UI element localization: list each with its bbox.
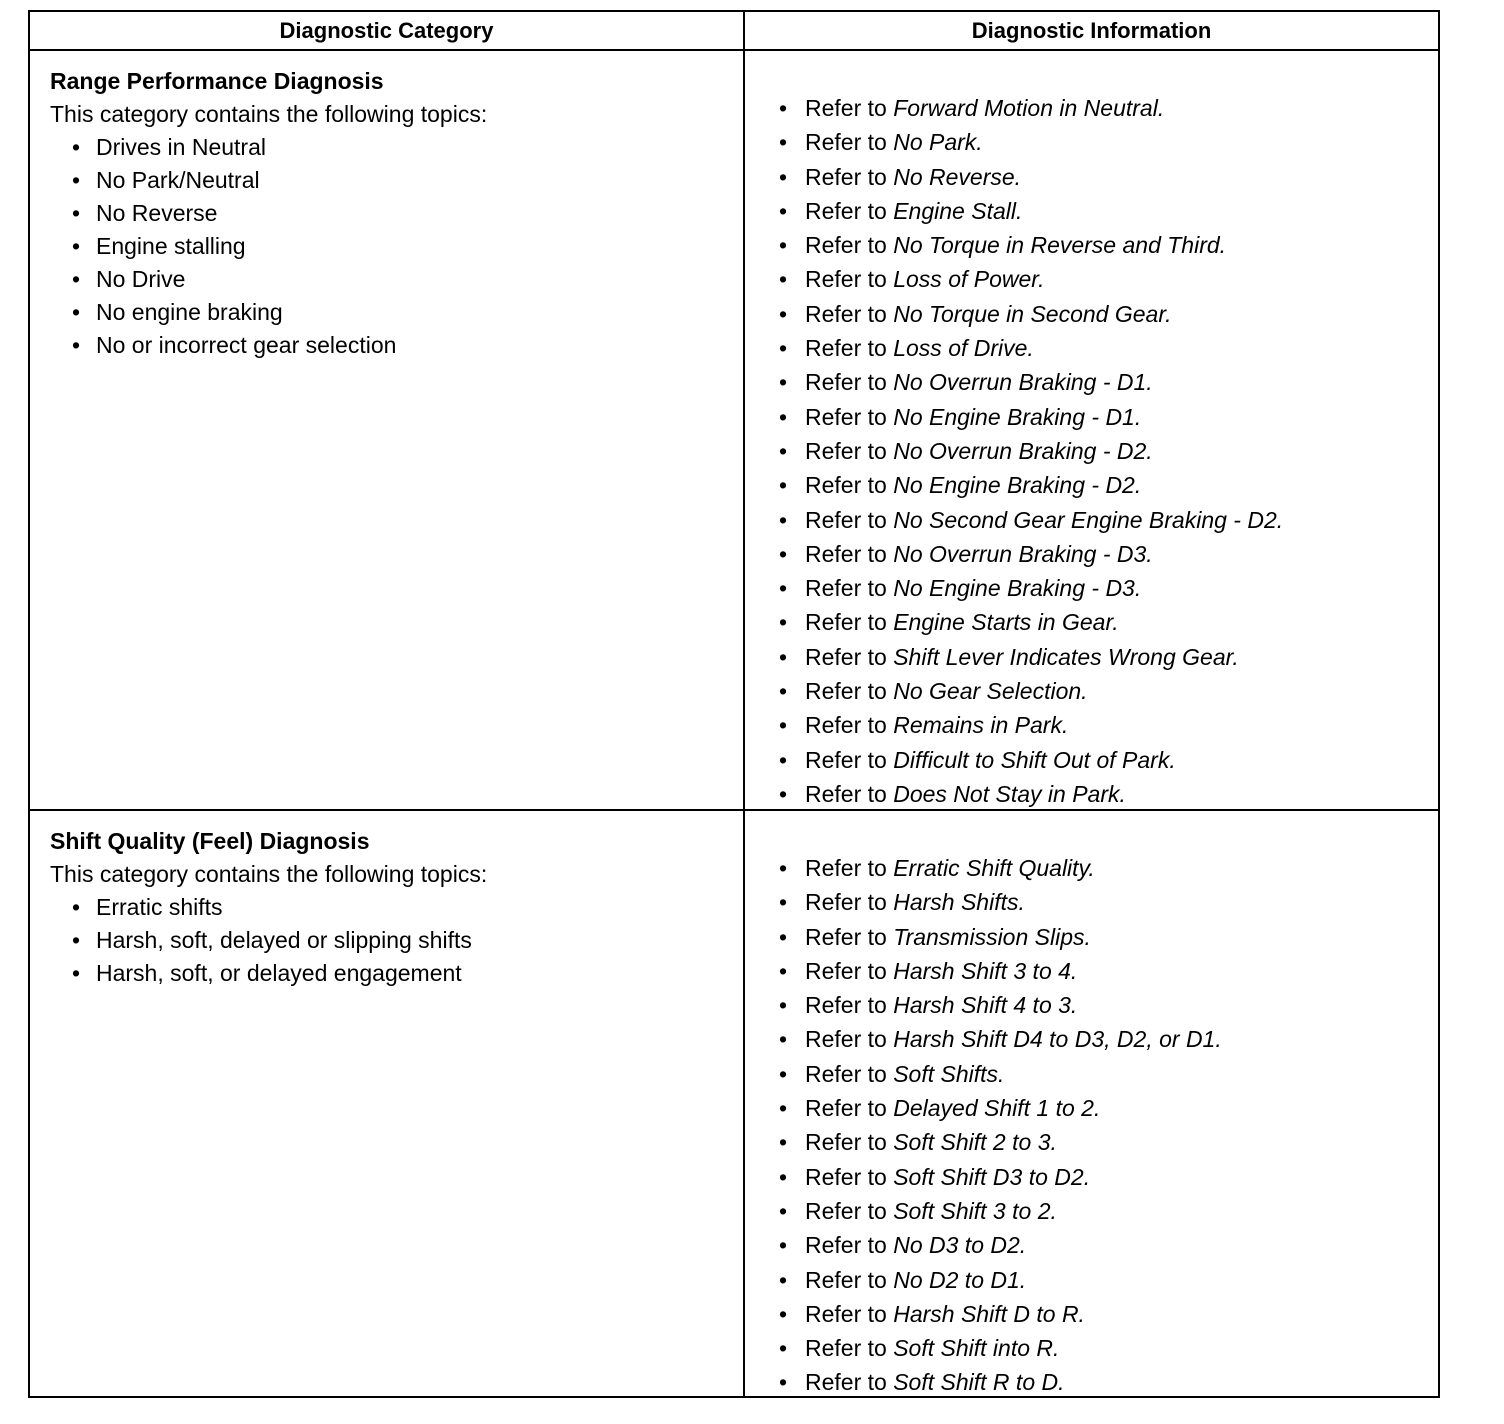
reference-link[interactable]: Soft Shift 3 to 2. [893,1197,1057,1224]
reference-prefix: Refer to [805,712,894,739]
reference-item [779,1194,1438,1228]
reference-link[interactable]: Loss of Power. [893,266,1045,293]
reference-link[interactable]: Harsh Shift D4 to D3, D2, or D1. [893,1026,1222,1053]
reference-prefix: Refer to [805,746,894,773]
reference-item [779,91,1438,125]
reference-item [779,1057,1438,1091]
reference-prefix: Refer to [805,678,894,705]
reference-prefix: Refer to [805,889,894,916]
reference-link[interactable]: No Overrun Braking - D2. [893,437,1153,464]
reference-item [779,920,1438,954]
category-intro: This category contains the following topics: [50,101,488,127]
reference-item [779,537,1438,571]
reference-link[interactable]: Remains in Park. [893,712,1069,739]
reference-link[interactable]: Soft Shifts. [893,1060,1005,1087]
reference-item [779,1091,1438,1125]
reference-link[interactable]: No D2 to D1. [893,1266,1027,1293]
header-diagnostic-information: Diagnostic Information [971,17,1212,43]
reference-item [779,708,1438,742]
reference-link[interactable]: No Engine Braking - D3. [893,575,1142,602]
reference-link[interactable]: Soft Shift D3 to D2. [893,1163,1091,1190]
reference-prefix: Refer to [805,855,894,881]
reference-item [779,125,1438,159]
reference-item [779,228,1438,262]
reference-item [779,851,1438,885]
reference-prefix: Refer to [805,1232,894,1259]
reference-prefix: Refer to [805,197,894,224]
reference-link[interactable]: No Overrun Braking - D3. [893,540,1153,567]
reference-item [779,1160,1438,1194]
reference-link[interactable]: Engine Stall. [893,197,1023,224]
reference-list [779,851,1438,1400]
reference-prefix: Refer to [805,1300,894,1327]
reference-prefix: Refer to [805,472,894,499]
reference-prefix: Refer to [805,992,894,1019]
reference-prefix: Refer to [805,1335,894,1362]
reference-prefix: Refer to [805,1026,894,1053]
reference-item [779,988,1438,1022]
reference-link[interactable]: No Engine Braking - D1. [893,403,1142,430]
reference-item [779,1331,1438,1365]
category-title: Shift Quality (Feel) Diagnosis [50,828,370,854]
category-cell-shift-quality [30,825,743,990]
topic-item: • No engine braking [50,296,743,329]
reference-prefix: Refer to [805,335,894,362]
header-divider [30,49,1438,51]
reference-link[interactable]: No Park. [893,129,983,156]
reference-prefix: Refer to [805,266,894,293]
reference-item [779,1365,1438,1399]
reference-item [779,1297,1438,1331]
reference-item [779,1022,1438,1056]
reference-prefix: Refer to [805,1266,894,1293]
reference-link[interactable]: Forward Motion in Neutral. [893,95,1165,121]
reference-prefix: Refer to [805,163,894,190]
topic-item: • No Reverse [50,197,743,230]
reference-prefix: Refer to [805,540,894,567]
topic-list [50,131,743,362]
reference-prefix: Refer to [805,643,894,670]
reference-prefix: Refer to [805,609,894,636]
diagnostic-table [28,10,1440,1398]
reference-prefix: Refer to [805,129,894,156]
reference-link[interactable]: Loss of Drive. [893,335,1034,362]
reference-prefix: Refer to [805,1129,894,1156]
reference-link[interactable]: No Torque in Reverse and Third. [893,232,1227,259]
reference-item [779,1125,1438,1159]
reference-link[interactable]: Harsh Shifts. [893,889,1025,916]
reference-link[interactable]: No Reverse. [893,163,1022,190]
category-title: Range Performance Diagnosis [50,68,384,94]
topic-list [50,891,743,990]
reference-link[interactable]: Harsh Shift 3 to 4. [893,957,1078,984]
reference-prefix: Refer to [805,369,894,396]
reference-prefix: Refer to [805,95,894,121]
reference-item [779,777,1438,811]
reference-item [779,194,1438,228]
reference-item [779,954,1438,988]
reference-item [779,503,1438,537]
reference-link[interactable]: Harsh Shift 4 to 3. [893,992,1078,1019]
reference-link[interactable]: No Second Gear Engine Braking - D2. [893,506,1284,533]
topic-item: • Engine stalling [50,230,743,263]
reference-item [779,605,1438,639]
topic-item: • Harsh, soft, delayed or slipping shifts [50,924,743,957]
reference-prefix: Refer to [805,403,894,430]
reference-item [779,743,1438,777]
reference-item [779,571,1438,605]
reference-link[interactable]: Transmission Slips. [893,923,1091,950]
reference-item [779,1228,1438,1262]
reference-prefix: Refer to [805,1095,894,1122]
reference-link[interactable]: Erratic Shift Quality. [893,855,1095,881]
reference-item [779,640,1438,674]
topic-item: • Erratic shifts [50,891,743,924]
reference-prefix: Refer to [805,300,894,327]
reference-prefix: Refer to [805,780,894,807]
topic-item: • No or incorrect gear selection [50,329,743,362]
reference-item [779,674,1438,708]
reference-link[interactable]: No D3 to D2. [893,1232,1027,1259]
reference-item [779,1263,1438,1297]
topic-item: • No Park/Neutral [50,164,743,197]
reference-prefix: Refer to [805,957,894,984]
reference-item [779,262,1438,296]
reference-link[interactable]: Shift Lever Indicates Wrong Gear. [893,643,1239,670]
reference-prefix: Refer to [805,575,894,602]
reference-prefix: Refer to [805,923,894,950]
reference-prefix: Refer to [805,1163,894,1190]
reference-link[interactable]: Harsh Shift D to R. [893,1300,1085,1327]
reference-link[interactable]: Difficult to Shift Out of Park. [893,746,1176,773]
reference-item [779,468,1438,502]
reference-item [779,885,1438,919]
category-intro: This category contains the following topics: [50,861,488,887]
topic-item: • Harsh, soft, or delayed engagement [50,957,743,990]
topic-item: • Drives in Neutral [50,131,743,164]
reference-item [779,297,1438,331]
reference-link[interactable]: Delayed Shift 1 to 2. [893,1095,1101,1122]
reference-link[interactable]: Soft Shift 2 to 3. [893,1129,1057,1156]
reference-item [779,434,1438,468]
reference-link[interactable]: No Overrun Braking - D1. [893,369,1153,396]
reference-prefix: Refer to [805,1369,894,1396]
topic-item: • No Drive [50,263,743,296]
information-cell-shift-quality [745,851,1438,1400]
header-diagnostic-category: Diagnostic Category [279,17,494,43]
category-cell-range-performance [30,65,743,362]
reference-prefix: Refer to [805,437,894,464]
reference-link[interactable]: Does Not Stay in Park. [893,780,1126,807]
information-cell-range-performance [745,91,1438,811]
reference-item [779,331,1438,365]
reference-link[interactable]: No Torque in Second Gear. [893,300,1172,327]
reference-link[interactable]: Soft Shift into R. [893,1335,1060,1362]
reference-link[interactable]: No Gear Selection. [893,678,1088,705]
reference-item [779,400,1438,434]
reference-item [779,160,1438,194]
reference-prefix: Refer to [805,232,894,259]
reference-prefix: Refer to [805,1060,894,1087]
reference-prefix: Refer to [805,1197,894,1224]
reference-item [779,365,1438,399]
reference-link[interactable]: Soft Shift R to D. [893,1369,1065,1396]
reference-prefix: Refer to [805,506,894,533]
reference-link[interactable]: Engine Starts in Gear. [893,609,1119,636]
reference-list [779,91,1438,811]
reference-link[interactable]: No Engine Braking - D2. [893,472,1142,499]
